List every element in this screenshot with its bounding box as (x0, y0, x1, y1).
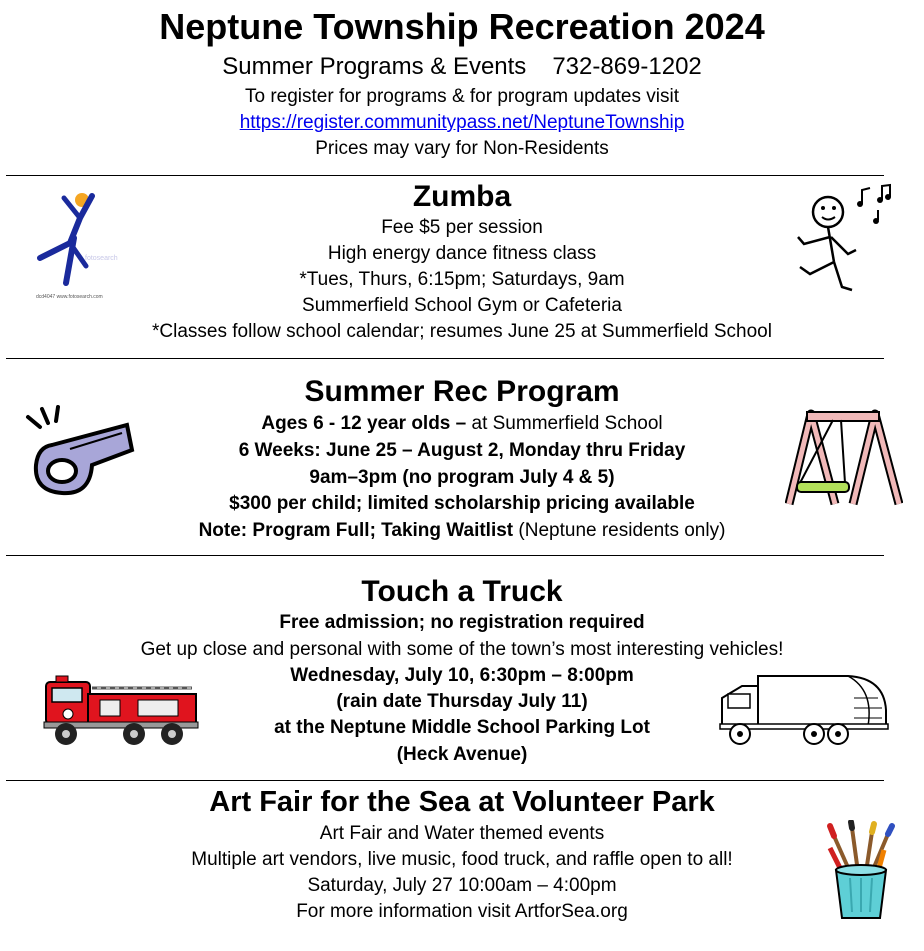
summer-rec-title: Summer Rec Program (304, 375, 620, 408)
touch-truck-title: Touch a Truck (361, 575, 563, 608)
art-fair-line2: Multiple art vendors, live music, food truck, and raffle open to all! (191, 849, 733, 870)
touch-truck-rain-date: (rain date Thursday July 11) (336, 691, 588, 712)
zumba-desc: High energy dance fitness class (327, 243, 597, 264)
register-link[interactable]: https://register.communitypass.net/NeptuneTownship (239, 112, 685, 133)
page-title: Neptune Township Recreation 2024 (159, 6, 765, 47)
register-line: To register for programs & for program updates visit (244, 86, 679, 107)
zumba-dancer-logo (30, 188, 130, 303)
art-fair-info: For more information visit ArtforSea.org (296, 901, 628, 922)
summer-rec-hours: 9am–3pm (no program July 4 & 5) (309, 467, 615, 488)
zumba-title: Zumba (412, 180, 512, 213)
paintbrush-cup-icon (822, 820, 900, 922)
note-bold: Note: Program Full; Taking Waitlist (198, 520, 514, 541)
logo-caption: dcd4047 www.fotosearch.com (36, 294, 103, 300)
touch-truck-date: Wednesday, July 10, 6:30pm – 8:00pm (290, 665, 634, 686)
summer-rec-note (0, 520, 924, 542)
prices-note: Prices may vary for Non-Residents (315, 138, 609, 159)
whistle-icon (22, 405, 137, 500)
page-subtitle (0, 53, 924, 81)
touch-truck-desc: Get up close and personal with some of the town’s most interesting vehicles! (140, 639, 784, 660)
note-rest: (Neptune residents only) (513, 520, 726, 541)
logo-watermark: fotosearch (85, 255, 118, 262)
touch-truck-admission: Free admission; no registration required (279, 612, 645, 633)
zumba-location: Summerfield School Gym or Cafeteria (302, 295, 622, 316)
zumba-schedule: *Tues, Thurs, 6:15pm; Saturdays, 9am (299, 269, 625, 290)
touch-truck-location: at the Neptune Middle School Parking Lot (274, 717, 650, 738)
art-fair-date: Saturday, July 27 10:00am – 4:00pm (307, 875, 617, 896)
phone-number: 732-869-1202 (552, 53, 702, 80)
art-fair-line1: Art Fair and Water themed events (319, 823, 605, 844)
art-fair-title: Art Fair for the Sea at Volunteer Park (209, 786, 715, 818)
fire-truck-icon (42, 668, 200, 750)
stick-figure-dancer-icon (790, 182, 895, 300)
ages-rest: at Summerfield School (466, 413, 663, 434)
divider (6, 358, 884, 359)
divider (6, 780, 884, 781)
touch-truck-street: (Heck Avenue) (396, 744, 528, 765)
zumba-note: *Classes follow school calendar; resumes June 25 at Summerfield School (152, 321, 772, 342)
summer-rec-price: $300 per child; limited scholarship pricing available (229, 493, 695, 514)
subtitle-text: Summer Programs & Events (222, 53, 527, 80)
ages-bold: Ages 6 - 12 year olds – (261, 413, 467, 434)
divider (6, 175, 884, 176)
garbage-truck-icon (718, 668, 890, 750)
zumba-fee: Fee $5 per session (381, 217, 543, 238)
swing-set-icon (785, 408, 903, 508)
summer-rec-weeks: 6 Weeks: June 25 – August 2, Monday thru Friday (238, 440, 686, 461)
divider (6, 555, 884, 556)
